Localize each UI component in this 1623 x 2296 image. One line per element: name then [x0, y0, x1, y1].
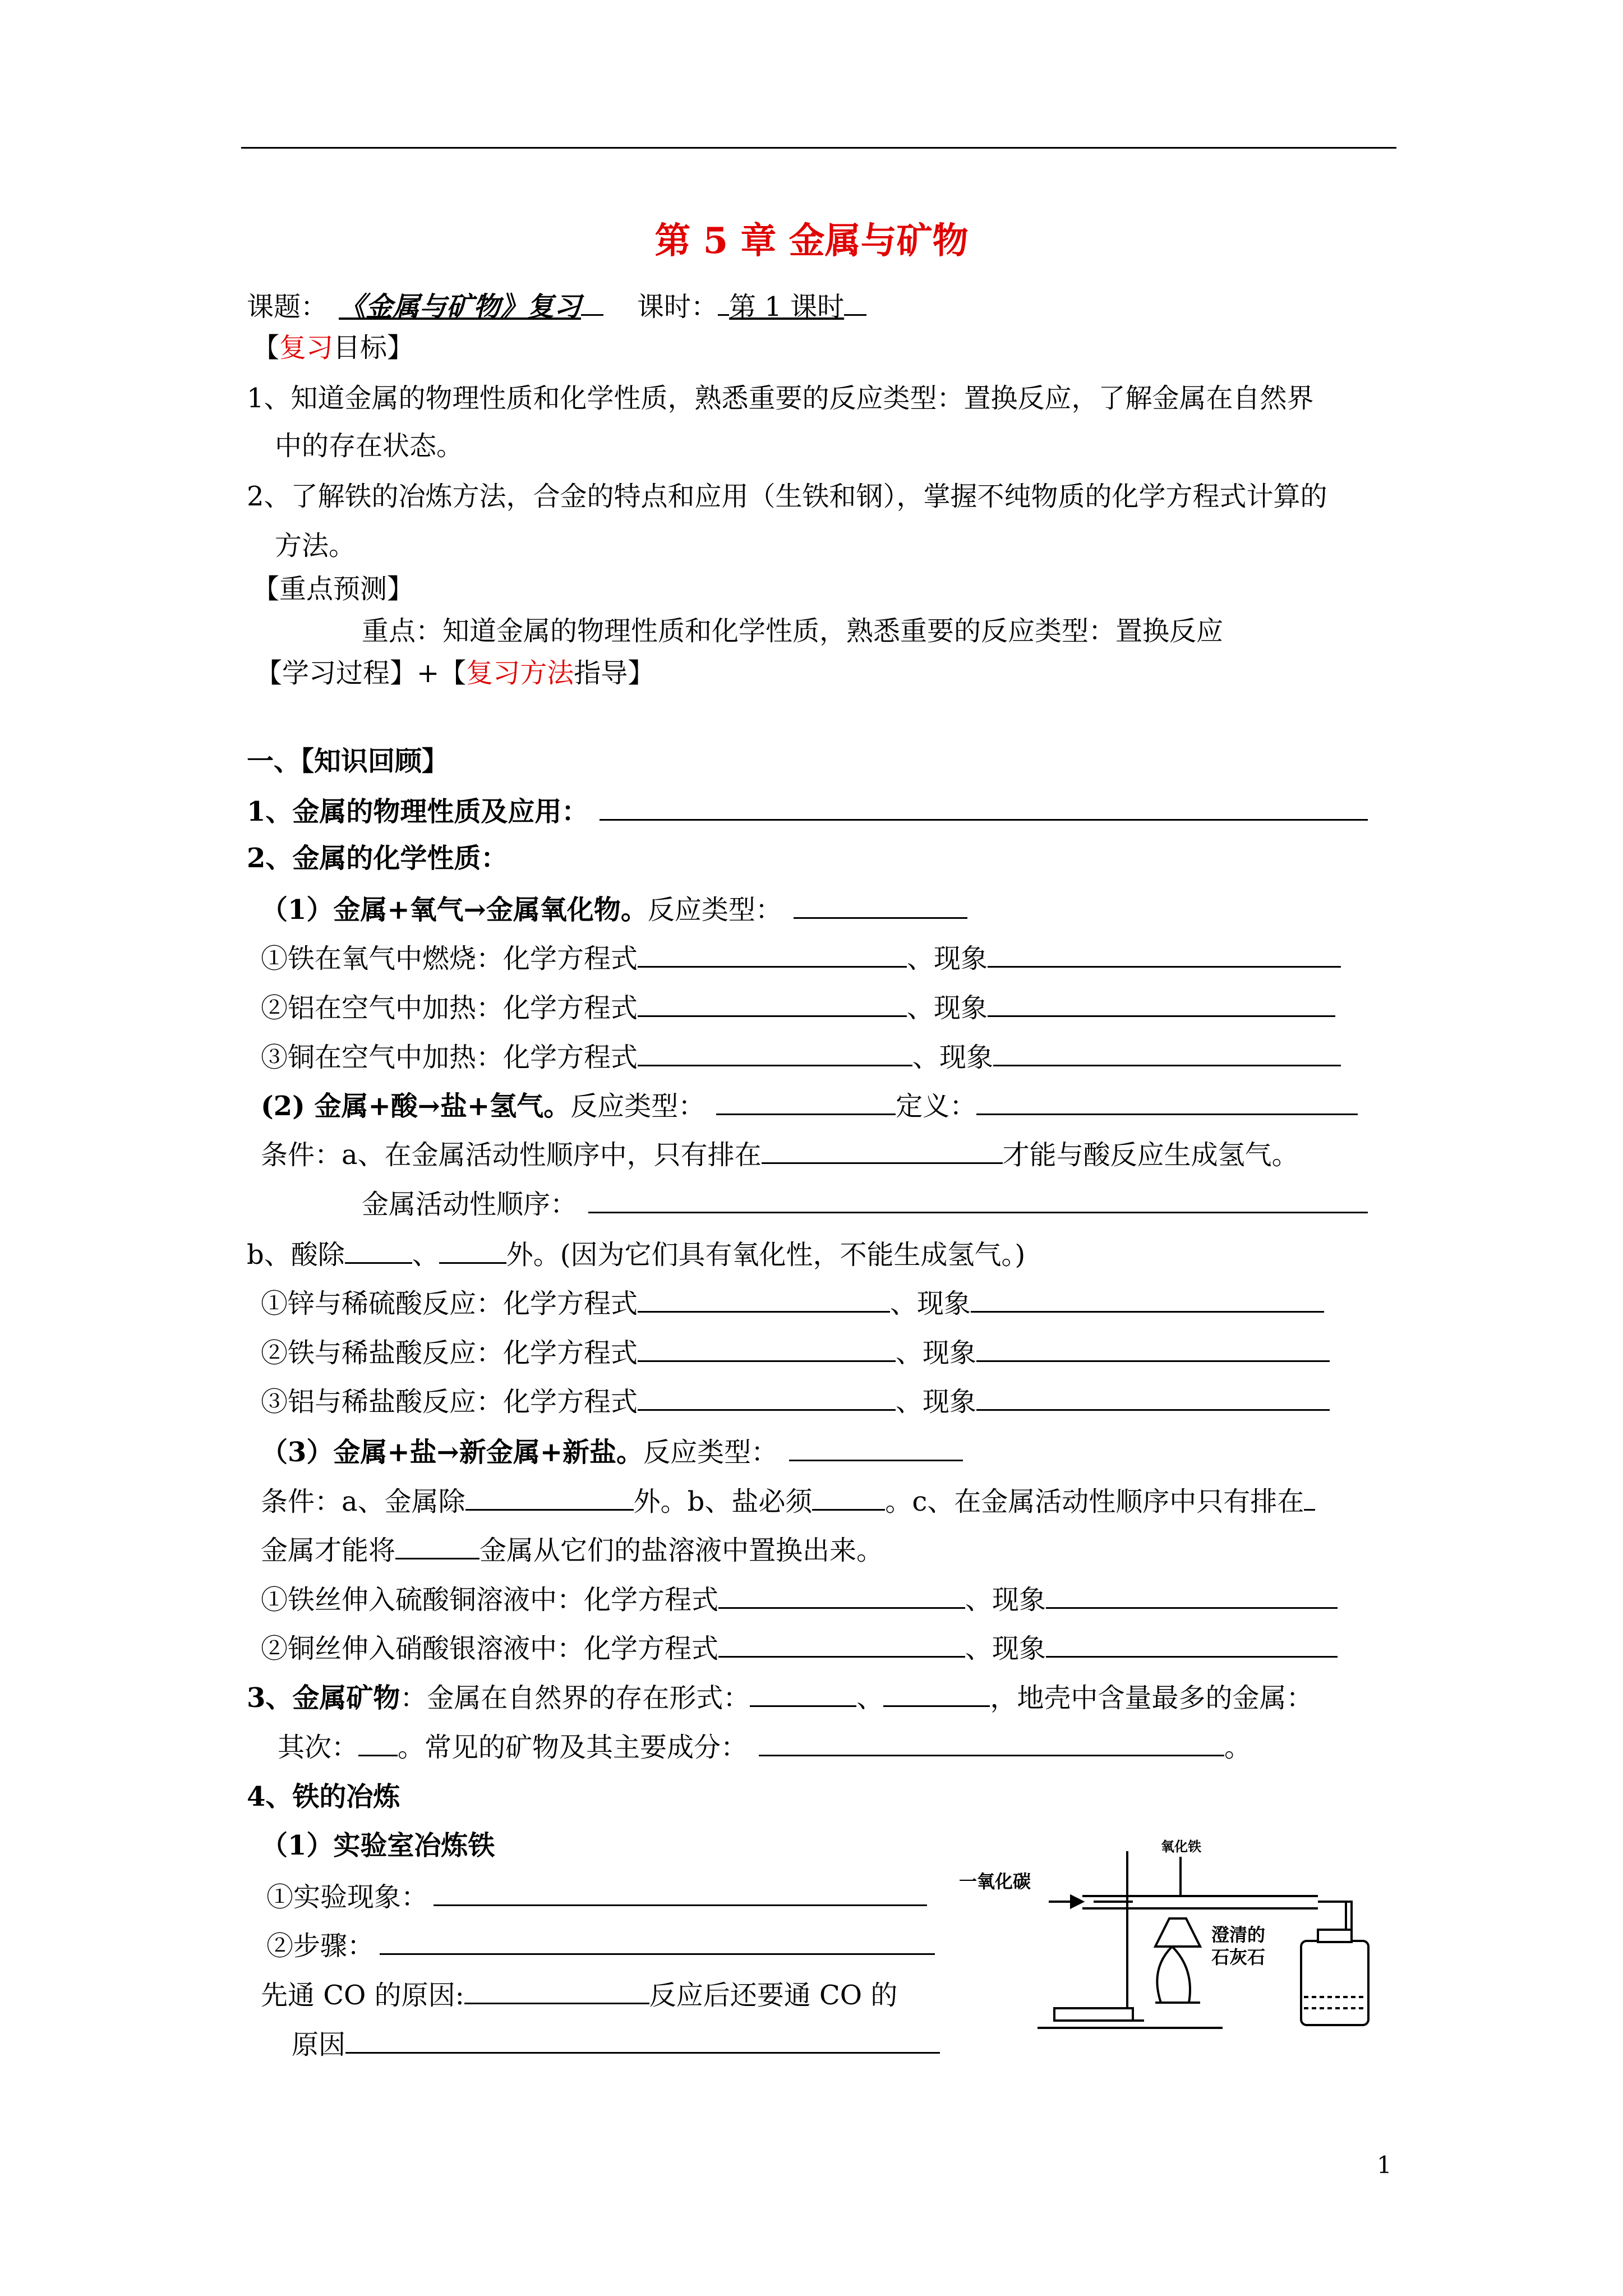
meta-line	[247, 286, 866, 326]
objective-1-line-1: 1、知道金属的物理性质和化学性质，熟悉重要的反应类型：置换反应，了解金属在自然界	[247, 383, 1314, 414]
r1-line: ①铁在氧气中燃烧：化学方程式 、现象	[261, 938, 1341, 978]
page-title: 第 5 章 金属与矿物	[654, 220, 969, 262]
r8-line: ②铜丝伸入硝酸银溶液中：化学方程式 、现象	[261, 1628, 1338, 1668]
answer-blank[interactable]	[812, 1481, 885, 1511]
answer-blank[interactable]	[716, 1085, 896, 1115]
r4-line: ①锌与稀硫酸反应：化学方程式 、现象	[261, 1283, 1324, 1323]
q2-line: 2、金属的化学性质：	[247, 843, 508, 874]
answer-blank[interactable]	[750, 1677, 856, 1707]
answer-blank[interactable]	[976, 1332, 1330, 1362]
answer-blank[interactable]	[971, 1283, 1324, 1313]
answer-blank[interactable]	[638, 1381, 896, 1411]
s4-line: （1）实验室冶炼铁	[261, 1830, 495, 1861]
iron-smelting-apparatus	[959, 1834, 1402, 2036]
answer-blank[interactable]	[762, 1134, 1003, 1164]
r2-line: ②铝在空气中加热：化学方程式 、现象	[261, 987, 1335, 1028]
objective-2-line-1: 2、了解铁的冶炼方法，合金的特点和应用（生铁和钢），掌握不纯物质的化学方程式计算的	[247, 481, 1327, 512]
limewater-label-1: 澄清的	[1211, 1924, 1266, 1945]
answer-blank[interactable]	[1046, 1579, 1338, 1609]
period-label: 课时：	[637, 291, 718, 323]
answer-blank[interactable]	[638, 938, 907, 968]
page-number: 1	[1377, 2151, 1392, 2179]
q3-line-2: 其次： 。常见的矿物及其主要成分： 。	[278, 1727, 1251, 1767]
q1-line: 1、金属的物理性质及应用：	[247, 791, 1368, 831]
answer-blank[interactable]	[759, 1727, 1224, 1756]
answer-blank[interactable]	[434, 1876, 927, 1906]
answer-blank[interactable]	[993, 1037, 1341, 1066]
order-line: 金属活动性顺序：	[362, 1184, 1368, 1224]
s1-line: （1）金属+氧气→金属氧化物。反应类型：	[261, 889, 967, 930]
topic-label: 课题：	[247, 291, 328, 323]
answer-blank[interactable]	[718, 1579, 965, 1609]
answer-blank[interactable]	[439, 1234, 506, 1264]
fe2o3-label: 氧化铁	[1161, 1839, 1201, 1855]
period-value: 第 1 课时	[729, 291, 845, 323]
answer-blank[interactable]	[789, 1432, 963, 1461]
exp3-line: 先通 CO 的原因: 反应后还要通 CO 的	[261, 1975, 897, 2015]
process-heading: 【学习过程】+【复习方法指导】	[255, 657, 655, 689]
r3-line: ③铜在空气中加热：化学方程式 、现象	[261, 1037, 1341, 1077]
answer-blank[interactable]	[358, 1727, 398, 1756]
cond-a-line: 条件：a、在金属活动性顺序中，只有排在 才能与酸反应生成氢气。	[261, 1134, 1299, 1175]
cond-b-line: b、酸除 、 外。(因为它们具有氧化性，不能生成氢气。)	[247, 1234, 1025, 1274]
objective-1-line-2: 中的存在状态。	[275, 430, 464, 462]
exp4-line: 原因	[292, 2024, 940, 2064]
answer-blank[interactable]	[638, 1037, 912, 1066]
answer-blank[interactable]	[638, 1332, 896, 1362]
r7-line: ①铁丝伸入硫酸铜溶液中：化学方程式 、现象	[261, 1579, 1338, 1619]
header-rule	[241, 147, 1396, 149]
cond3-line: 条件：a、金属除 外。b、盐必须 。c、在金属活动性顺序中只有排在	[261, 1481, 1315, 1521]
answer-blank[interactable]	[976, 1085, 1358, 1115]
answer-blank[interactable]	[718, 1628, 965, 1658]
r5-line: ②铁与稀盐酸反应：化学方程式 、现象	[261, 1332, 1330, 1373]
answer-blank[interactable]	[794, 889, 967, 919]
answer-blank[interactable]	[988, 938, 1341, 968]
topic-value: 《金属与矿物》复习	[339, 291, 582, 323]
answer-blank[interactable]	[1046, 1628, 1338, 1658]
focus-text: 重点：知道金属的物理性质和化学性质，熟悉重要的反应类型：置换反应	[362, 615, 1224, 647]
answer-blank[interactable]	[588, 1184, 1368, 1213]
limewater-label-2: 石灰石	[1211, 1947, 1266, 1968]
answer-blank[interactable]	[600, 791, 1368, 821]
answer-blank[interactable]	[638, 987, 907, 1017]
answer-blank[interactable]	[380, 1925, 935, 1955]
objective-2-line-2: 方法。	[275, 530, 356, 562]
s2-line: (2) 金属+酸→盐+氢气。反应类型： 定义：	[261, 1085, 1358, 1126]
focus-heading: 【重点预测】	[252, 573, 414, 605]
review-heading: 一、【知识回顾】	[247, 746, 449, 777]
s3-line: （3）金属+盐→新金属+新盐。反应类型：	[261, 1432, 963, 1472]
r6-line: ③铝与稀盐酸反应：化学方程式 、现象	[261, 1381, 1330, 1421]
answer-blank[interactable]	[395, 1530, 479, 1559]
answer-blank[interactable]	[976, 1381, 1330, 1411]
answer-blank[interactable]	[465, 1481, 634, 1511]
objectives-heading: 【复习目标】	[252, 332, 414, 364]
answer-blank[interactable]	[345, 2024, 940, 2054]
exp2-line: ②步骤：	[266, 1925, 935, 1966]
co-label: 一氧化碳	[959, 1871, 1031, 1892]
answer-blank[interactable]	[464, 1975, 649, 2004]
answer-blank[interactable]	[1304, 1481, 1315, 1511]
answer-blank[interactable]	[883, 1677, 990, 1707]
q4-line: 4、铁的冶炼	[247, 1781, 400, 1812]
exp1-line: ①实验现象：	[266, 1876, 927, 1917]
cond3-line-2: 金属才能将 金属从它们的盐溶液中置换出来。	[261, 1530, 883, 1570]
answer-blank[interactable]	[988, 987, 1335, 1017]
answer-blank[interactable]	[638, 1283, 890, 1313]
q3-line: 3、金属矿物：金属在自然界的存在形式： 、 ，地壳中含量最多的金属：	[247, 1677, 1313, 1718]
answer-blank[interactable]	[345, 1234, 412, 1264]
